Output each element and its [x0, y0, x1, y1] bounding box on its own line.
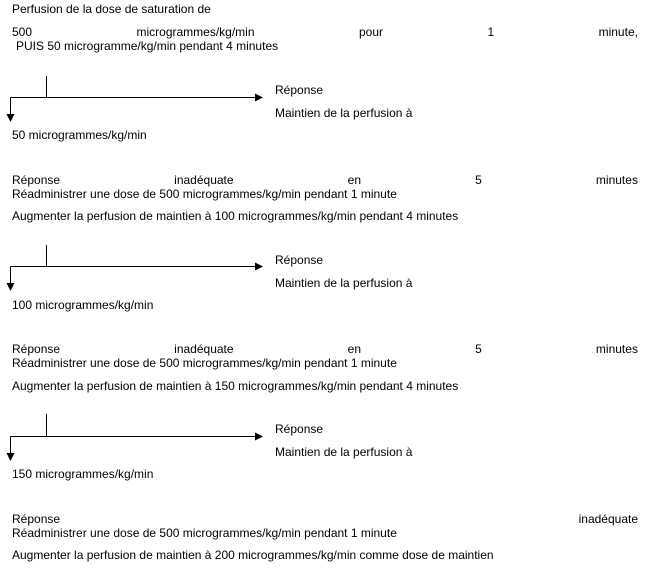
intro-word: 1: [487, 25, 495, 39]
inadequate-word: en: [347, 173, 362, 187]
inadequate-word: 5: [475, 173, 482, 187]
stage-3-response-label: Réponse: [275, 422, 324, 436]
stage-1-readminister: Réadministrer une dose de 500 microgrammes/kg/min pendant 1 minute: [12, 187, 397, 201]
stage-2-arrows: [11, 245, 263, 290]
stage-2-response-label: Réponse: [275, 253, 324, 267]
intro-word: minute,: [598, 25, 638, 39]
stage-3-arrows: [11, 414, 263, 460]
inadequate-word: minutes: [595, 173, 638, 187]
stage-1-increase: Augmenter la perfusion de maintien à 100 microgrammes/kg/min pendant 4 minutes: [12, 209, 459, 223]
inadequate-word: inadéquate: [174, 342, 234, 356]
inadequate-word: en: [347, 342, 362, 356]
inadequate-word: inadéquate: [174, 173, 234, 187]
stage-1-dose-label: 50 microgrammes/kg/min: [12, 128, 147, 142]
inadequate-word: inadéquate: [578, 512, 638, 526]
stage-3-maintain-label: Maintien de la perfusion à: [275, 445, 413, 459]
stage-3-readminister: Réadministrer une dose de 500 microgrammes/kg/min pendant 1 minute: [12, 526, 397, 540]
inadequate-word: Réponse: [12, 173, 61, 187]
intro-word: pour: [358, 25, 383, 39]
inadequate-word: Réponse: [12, 512, 61, 526]
intro-word: 500: [12, 25, 33, 39]
stage-3-dose-label: 150 microgrammes/kg/min: [12, 467, 154, 481]
stage-1-response-label: Réponse: [275, 83, 324, 97]
intro-word: microgrammes/kg/min: [136, 25, 255, 39]
protocol-title: Perfusion de la dose de saturation de: [12, 2, 211, 16]
stage-1-arrows: [11, 76, 263, 121]
stage-2-increase: Augmenter la perfusion de maintien à 150 microgrammes/kg/min pendant 4 minutes: [12, 379, 459, 393]
inadequate-word: Réponse: [12, 342, 61, 356]
stage-2-maintain-label: Maintien de la perfusion à: [275, 276, 413, 290]
intro-line-2: PUIS 50 microgramme/kg/min pendant 4 minutes: [16, 39, 279, 53]
stage-2-readminister: Réadministrer une dose de 500 microgrammes/kg/min pendant 1 minute: [12, 356, 397, 370]
inadequate-word: 5: [475, 342, 482, 356]
stage-2-dose-label: 100 microgrammes/kg/min: [12, 298, 154, 312]
inadequate-word: minutes: [595, 342, 638, 356]
stage-1-maintain-label: Maintien de la perfusion à: [275, 106, 413, 120]
stage-3-increase: Augmenter la perfusion de maintien à 200 microgrammes/kg/min comme dose de maintien: [12, 548, 494, 562]
